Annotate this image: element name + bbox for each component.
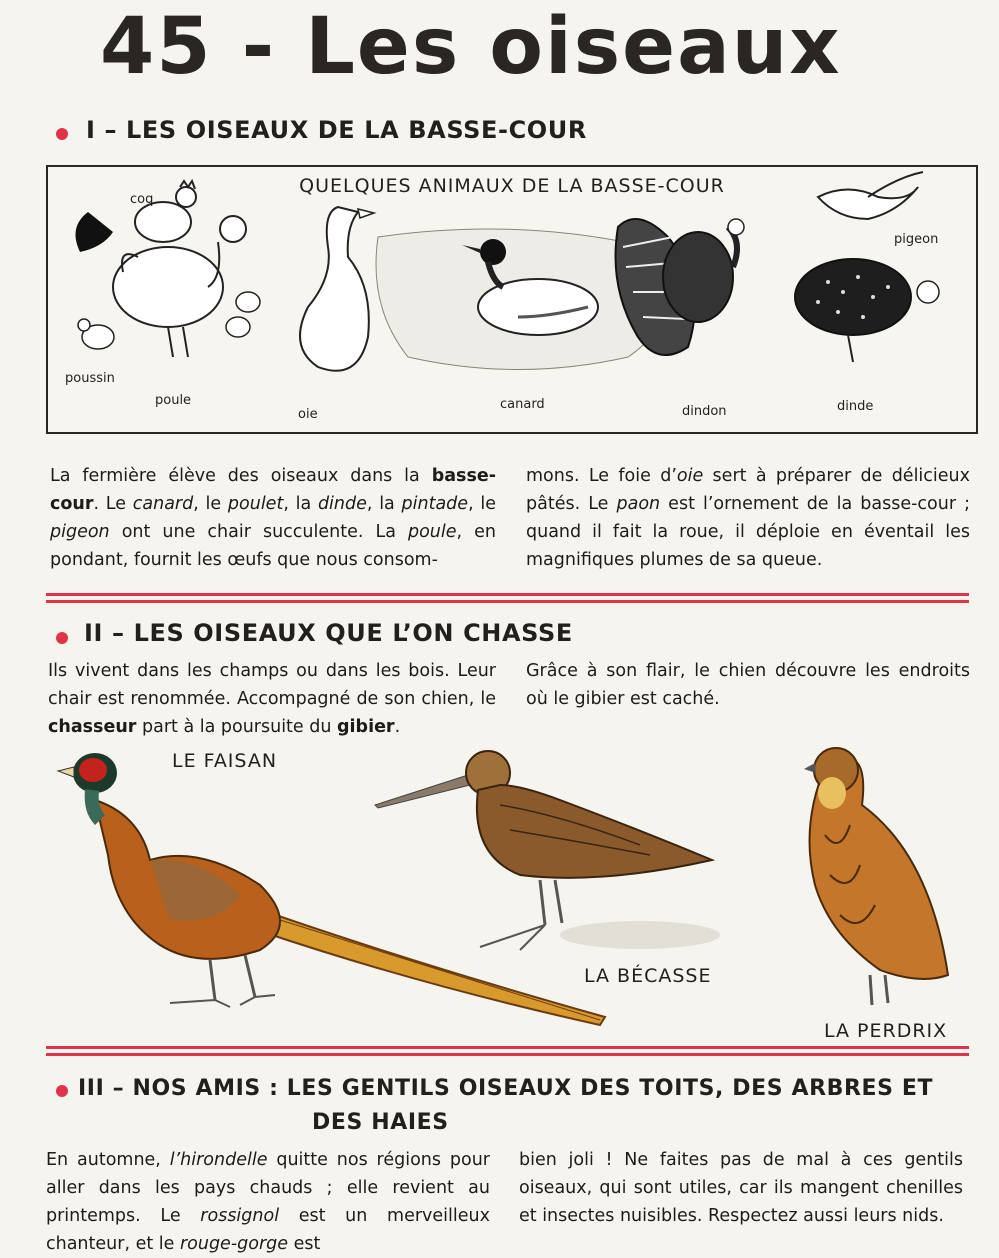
label-perdrix: LA PERDRIX <box>824 1020 948 1042</box>
section-bullet <box>56 1085 68 1097</box>
figure-caption: QUELQUES ANIMAUX DE LA BASSE-COUR <box>299 175 725 197</box>
pigeon-icon <box>818 172 923 219</box>
heading-line-2: DES HAIES <box>312 1110 449 1135</box>
guinea-fowl-icon <box>795 259 939 362</box>
chasse-text-col2: Grâce à son flair, le chien découvre les endroits où le gibier est caché. <box>526 661 970 709</box>
chasse-text-col1: Ils vivent dans les champs ou dans les bois. Leur chair est renommée. Accompagné de son chien, le chasseur part à la poursuite du gibier. <box>48 661 496 737</box>
label-poule: poule <box>155 393 192 408</box>
heading-line-1: III – NOS AMIS : LES GENTILS OISEAUX DES TOITS, DES ARBRES ET <box>78 1076 934 1101</box>
woodcock-icon <box>375 751 720 950</box>
amis-text-col2: bien joli ! Ne faites pas de mal à ces gentils oiseaux, qui sont utiles, car ils mangent chenilles et insectes nuisibles. Respectez aussi leurs nids. <box>519 1150 963 1226</box>
farmyard-illustration <box>46 165 978 434</box>
goose-icon <box>300 207 374 371</box>
label-poussin: poussin <box>65 371 115 386</box>
game-birds-illustration <box>0 735 999 1055</box>
section-divider <box>46 593 969 603</box>
section-heading-amis <box>78 1072 978 1140</box>
partridge-icon <box>804 748 948 1005</box>
label-dindon: dindon <box>682 404 727 419</box>
label-becasse: LA BÉCASSE <box>584 965 712 987</box>
label-dinde: dinde <box>837 399 874 414</box>
section-bullet <box>56 632 68 644</box>
basse-cour-text-col1: La fermière élève des oiseaux dans la basse-cour. Le canard, le poulet, la dinde, la pintade, le pigeon ont une chair succulente. La poule, en pondant, fournit les œufs que nous consom- <box>50 466 496 570</box>
section-heading-chasse: II – LES OISEAUX QUE L’ON CHASSE <box>84 619 573 647</box>
page-title: 45 - Les oiseaux <box>100 2 842 92</box>
label-oie: oie <box>298 407 318 422</box>
section-bullet <box>56 128 68 140</box>
label-canard: canard <box>500 397 545 412</box>
section-heading-basse-cour: I – LES OISEAUX DE LA BASSE-COUR <box>86 116 587 144</box>
amis-text-col1: En automne, l’hirondelle quitte nos régions pour aller dans les pays chauds ; elle revient au printemps. Le rossignol est un merveilleux chanteur, et le rouge-gorge est <box>46 1150 490 1254</box>
label-faisan: LE FAISAN <box>172 750 278 772</box>
label-coq: coq <box>130 192 154 207</box>
section-divider <box>46 1046 969 1056</box>
label-pigeon: pigeon <box>894 232 939 247</box>
basse-cour-text-col2: mons. Le foie d’oie sert à préparer de délicieux pâtés. Le paon est l’ornement de la basse-cour ; quand il fait la roue, il déploie en éventail les magnifiques plumes de sa queue. <box>526 466 970 570</box>
